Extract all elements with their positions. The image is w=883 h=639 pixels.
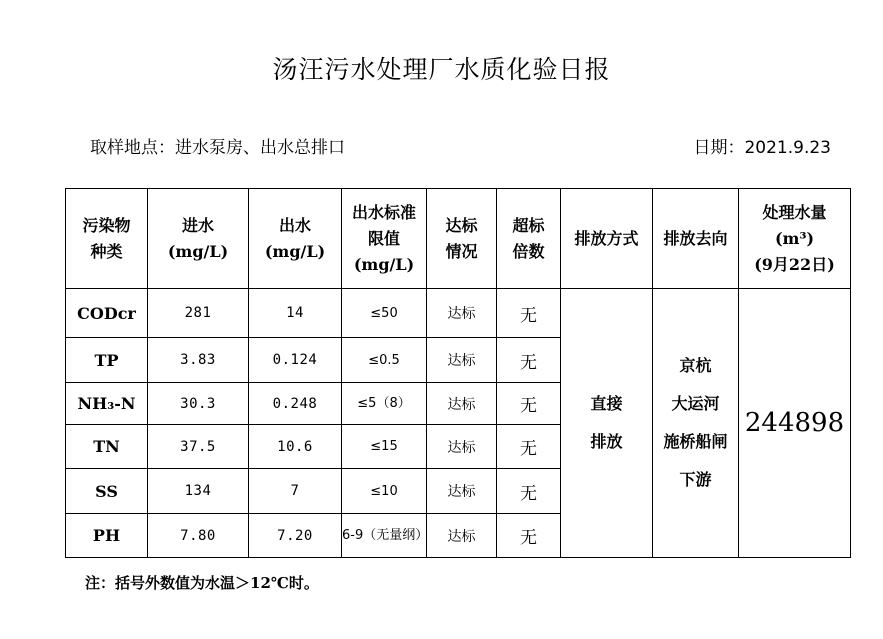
row-limit: ≤0.5 xyxy=(342,338,427,383)
sampling-location: 取样地点：进水泵房、出水总排口 xyxy=(90,138,345,158)
row-name: SS xyxy=(66,469,148,514)
row-status: 达标 xyxy=(427,514,497,558)
row-status: 达标 xyxy=(427,469,497,514)
row-inflow: 281 xyxy=(148,289,249,338)
header-outflow: 出水 (mg/L) xyxy=(249,189,342,289)
discharge-method-cell: 直接 排放 xyxy=(561,289,653,558)
row-outflow: 0.248 xyxy=(249,383,342,425)
row-exceed: 无 xyxy=(497,514,561,558)
table-row xyxy=(66,289,851,338)
row-status: 达标 xyxy=(427,338,497,383)
row-inflow: 30.3 xyxy=(148,383,249,425)
row-exceed: 无 xyxy=(497,289,561,338)
water-quality-table xyxy=(65,188,851,558)
row-outflow: 0.124 xyxy=(249,338,342,383)
row-status: 达标 xyxy=(427,289,497,338)
discharge-destination-cell: 京杭 大运河 施桥船闸 下游 xyxy=(653,289,739,558)
row-limit: ≤10 xyxy=(342,469,427,514)
row-inflow: 7.80 xyxy=(148,514,249,558)
row-limit: ≤15 xyxy=(342,425,427,469)
header-compliance: 达标 情况 xyxy=(427,189,497,289)
header-discharge-dest: 排放去向 xyxy=(653,189,739,289)
row-name: PH xyxy=(66,514,148,558)
row-status: 达标 xyxy=(427,383,497,425)
treated-volume-cell: 244898 xyxy=(739,289,851,558)
row-inflow: 3.83 xyxy=(148,338,249,383)
header-limit: 出水标准 限值 (mg/L) xyxy=(342,189,427,289)
header-row xyxy=(66,189,851,289)
row-outflow: 7.20 xyxy=(249,514,342,558)
row-limit: ≤50 xyxy=(342,289,427,338)
row-inflow: 134 xyxy=(148,469,249,514)
row-limit: 6-9（无量纲） xyxy=(342,514,427,558)
row-outflow: 7 xyxy=(249,469,342,514)
header-inflow: 进水 (mg/L) xyxy=(148,189,249,289)
row-name: NH₃-N xyxy=(66,383,148,425)
report-date: 日期：2021.9.23 xyxy=(693,138,831,158)
row-exceed: 无 xyxy=(497,469,561,514)
row-exceed: 无 xyxy=(497,383,561,425)
row-limit: ≤5（8） xyxy=(342,383,427,425)
row-outflow: 10.6 xyxy=(249,425,342,469)
header-volume: 处理水量 (m³) (9月22日) xyxy=(739,189,851,289)
header-discharge-method: 排放方式 xyxy=(561,189,653,289)
row-exceed: 无 xyxy=(497,425,561,469)
header-exceed: 超标 倍数 xyxy=(497,189,561,289)
row-outflow: 14 xyxy=(249,289,342,338)
row-inflow: 37.5 xyxy=(148,425,249,469)
footnote: 注：括号外数值为水温＞12℃时。 xyxy=(85,574,319,592)
header-pollutant: 污染物 种类 xyxy=(66,189,148,289)
report-title: 汤汪污水处理厂水质化验日报 xyxy=(272,55,611,84)
row-exceed: 无 xyxy=(497,338,561,383)
row-name: CODcr xyxy=(66,289,148,338)
row-status: 达标 xyxy=(427,425,497,469)
row-name: TP xyxy=(66,338,148,383)
row-name: TN xyxy=(66,425,148,469)
